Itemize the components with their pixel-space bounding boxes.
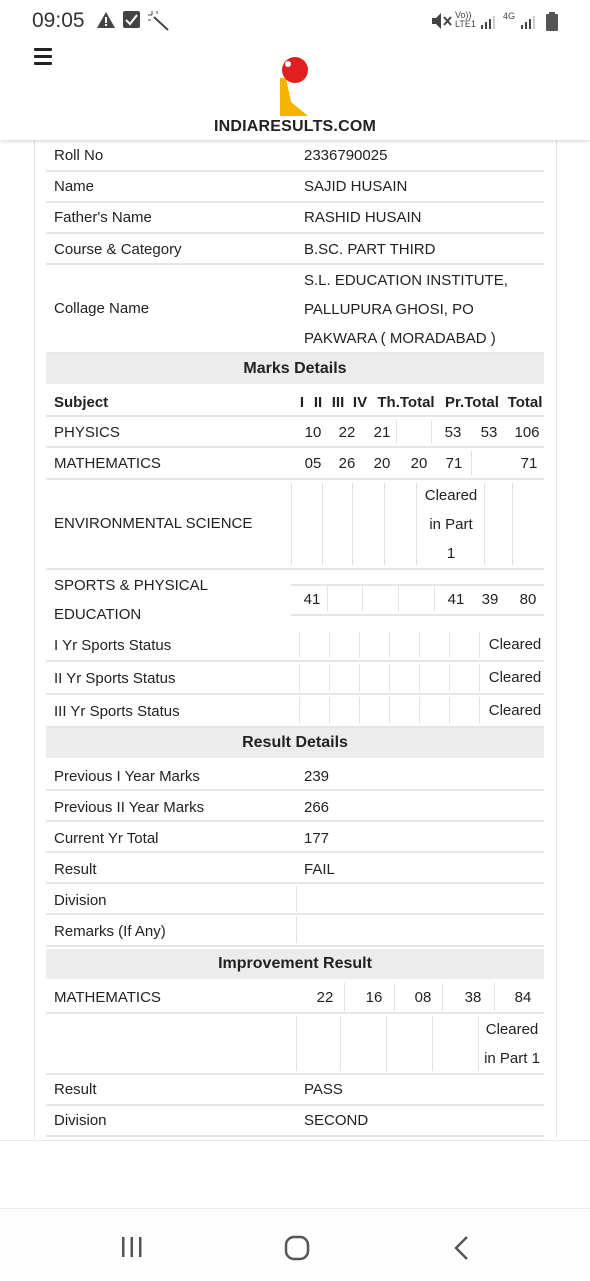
result-value: FAIL: [304, 861, 335, 878]
col-ii-header: II: [313, 394, 323, 411]
back-icon[interactable]: [452, 1235, 472, 1261]
env-status-line: 1: [446, 545, 456, 562]
current-total-row: [46, 822, 544, 853]
improvement-result-label: Result: [54, 1081, 97, 1098]
env-status-line: Cleared: [424, 487, 478, 504]
current-total-value: 177: [304, 830, 330, 847]
sports-status-value: Cleared: [488, 702, 542, 719]
sports-subject: [54, 571, 208, 629]
improvement-subject-row: [46, 981, 544, 1014]
hamburger-menu-icon[interactable]: [34, 48, 52, 69]
college-label: Collage Name: [54, 300, 150, 317]
status-bar: [0, 0, 590, 42]
sports-subject-line: EDUCATION: [54, 606, 142, 623]
improvement-status-line: Cleared: [485, 1021, 539, 1038]
col-iv-header: IV: [352, 394, 368, 411]
navigation-bar: [0, 1208, 590, 1281]
recent-apps-icon[interactable]: [120, 1236, 144, 1258]
marks-header-row: [46, 386, 544, 417]
marks-section-title: Marks Details: [46, 354, 544, 384]
subject-header: Subject: [54, 394, 109, 411]
division-row: [46, 884, 544, 915]
result-section-title: Result Details: [46, 728, 544, 758]
improvement-result-row: [46, 1075, 544, 1106]
warning-icon: [96, 11, 116, 29]
volte-label: Vo)) LTE1: [455, 10, 476, 29]
sports-status-row: [46, 695, 544, 728]
site-header: [0, 42, 590, 140]
remarks-row: [46, 915, 544, 947]
checkbox-notification-icon: [123, 11, 140, 28]
improvement-subject: MATHEMATICS: [54, 989, 161, 1006]
sports-status-row: [46, 630, 544, 662]
env-subject: ENVIRONMENTAL SCIENCE: [54, 515, 253, 532]
env-status-line: in Part: [429, 516, 473, 533]
maths-ii: 26: [338, 455, 356, 472]
maths-iv: 20: [410, 455, 428, 472]
home-icon[interactable]: [284, 1235, 310, 1261]
sports-status-label: II Yr Sports Status: [54, 670, 176, 687]
sports-total: 80: [519, 591, 537, 608]
battery-icon: [546, 12, 558, 31]
physics-row: [46, 417, 544, 448]
sports-i: 41: [303, 591, 321, 608]
college-line: PAKWARA ( MORADABAD ): [304, 330, 496, 347]
result-label: Result: [54, 861, 97, 878]
maths-th-total: 71: [445, 455, 463, 472]
college-value: [304, 266, 508, 353]
prev2-value: 266: [304, 799, 330, 816]
total-header: Total: [507, 394, 543, 411]
roll-label: Roll No: [54, 147, 104, 164]
col-i-header: I: [299, 394, 305, 411]
magic-wand-icon: [148, 11, 170, 31]
improvement-iv: 38: [464, 989, 482, 1006]
signal-icon-1: [480, 14, 496, 30]
logo-icon[interactable]: [278, 56, 312, 118]
improvement-division-row: [46, 1106, 544, 1137]
improvement-total: 84: [514, 989, 532, 1006]
physics-subject: PHYSICS: [54, 424, 120, 441]
improvement-iii: 08: [414, 989, 432, 1006]
division-label: Division: [54, 892, 107, 909]
maths-total: 71: [520, 455, 538, 472]
pr-total-header: Pr.Total: [445, 394, 499, 411]
prev1-value: 239: [304, 768, 330, 785]
mute-icon: [430, 11, 452, 31]
signal-icon-2: [520, 14, 536, 30]
physics-th-total: 53: [444, 424, 462, 441]
father-row: [46, 203, 544, 234]
prev2-row: [46, 791, 544, 822]
name-value: SAJID HUSAIN: [304, 178, 408, 195]
roll-value: 2336790025: [304, 147, 388, 164]
physics-i: 10: [304, 424, 322, 441]
maths-subject: MATHEMATICS: [54, 455, 161, 472]
maths-row: [46, 448, 544, 480]
improvement-status-row: [46, 1014, 544, 1075]
roll-row: [46, 140, 544, 172]
sports-status-value: Cleared: [488, 636, 542, 653]
result-content: [0, 140, 590, 1138]
course-label: Course & Category: [54, 241, 182, 258]
improvement-ii: 16: [365, 989, 383, 1006]
site-logo-text[interactable]: INDIARESULTS.COM: [213, 118, 376, 135]
status-time: 09:05: [32, 9, 85, 32]
course-row: [46, 234, 544, 265]
maths-i: 05: [304, 455, 322, 472]
sports-th-total: 41: [447, 591, 465, 608]
college-row: [46, 265, 544, 354]
improvement-section-title: Improvement Result: [46, 949, 544, 979]
prev1-row: [46, 760, 544, 791]
th-total-header: Th.Total: [377, 394, 435, 411]
name-row: [46, 172, 544, 203]
network-label: 4G: [503, 11, 516, 21]
father-label: Father's Name: [54, 209, 152, 226]
college-line: S.L. EDUCATION INSTITUTE,: [304, 272, 508, 289]
name-label: Name: [54, 178, 95, 195]
physics-pr-total: 53: [480, 424, 498, 441]
prev2-label: Previous II Year Marks: [54, 799, 205, 816]
env-row: [46, 480, 544, 570]
prev1-label: Previous I Year Marks: [54, 768, 200, 785]
sports-status-value: Cleared: [488, 669, 542, 686]
improvement-division-value: SECOND: [304, 1112, 369, 1129]
env-status: [418, 481, 484, 568]
physics-ii: 22: [338, 424, 356, 441]
physics-iii: 21: [373, 424, 391, 441]
result-row: [46, 853, 544, 884]
sports-status-row: [46, 662, 544, 695]
college-line: PALLUPURA GHOSI, PO: [304, 301, 474, 318]
sports-status-label: I Yr Sports Status: [54, 637, 172, 654]
sports-pr-total: 39: [481, 591, 499, 608]
sports-status-label: III Yr Sports Status: [54, 703, 180, 720]
improvement-status: [480, 1015, 544, 1073]
maths-iii: 20: [373, 455, 391, 472]
col-iii-header: III: [331, 394, 345, 411]
sports-row: [46, 570, 544, 628]
improvement-division-label: Division: [54, 1112, 107, 1129]
improvement-i: 22: [316, 989, 334, 1006]
sports-subject-line: SPORTS & PHYSICAL: [54, 577, 208, 594]
improvement-result-value: PASS: [304, 1081, 343, 1098]
remarks-label: Remarks (If Any): [54, 923, 166, 940]
physics-total: 106: [514, 424, 540, 441]
current-total-label: Current Yr Total: [54, 830, 159, 847]
father-value: RASHID HUSAIN: [304, 209, 422, 226]
improvement-status-line: in Part 1: [484, 1050, 540, 1067]
course-value: B.SC. PART THIRD: [304, 241, 436, 258]
